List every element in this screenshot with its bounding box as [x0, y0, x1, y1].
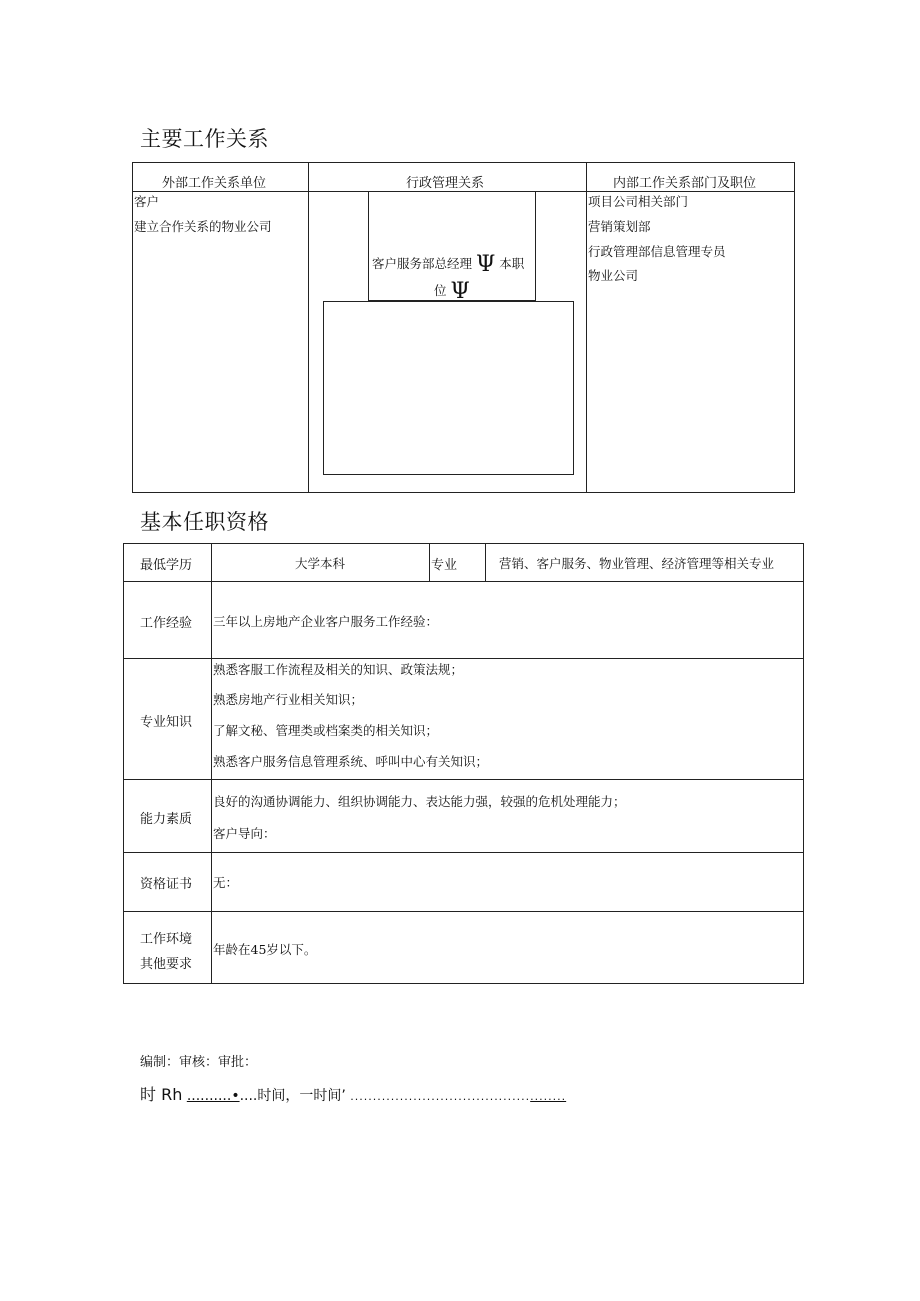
internal-item: 营销策划部 [588, 219, 651, 234]
external-item: 建立合作关系的物业公司 [134, 219, 272, 234]
label-competencies: 能力素质 [140, 812, 193, 827]
external-item: 客户 [134, 194, 160, 209]
knowledge-item: 熟悉房地产行业相关知识； [213, 692, 364, 707]
header-internal-departments: 内部工作关系部门及职位 [613, 176, 757, 191]
footer-date-line: 时 Rh ..........•....时间，一时间’ ................................................ [140, 1085, 567, 1104]
ability-item: 良好的沟通协调能力、组织协调能力、表达能力强，较强的危机处理能力； [213, 794, 626, 809]
label-work-experience: 工作经验 [140, 616, 193, 631]
value-environment: 年龄在45岁以下。 [213, 942, 317, 957]
knowledge-item: 了解文秘、管理类或档案类的相关知识； [213, 723, 439, 738]
org-chart-bottom-box [323, 301, 574, 475]
value-major: 营销、客户服务、物业管理、经济管理等相关专业 [499, 556, 775, 571]
internal-item: 项目公司相关部门 [588, 194, 689, 209]
label-min-education: 最低学历 [140, 558, 193, 573]
knowledge-item: 熟悉客服工作流程及相关的知识、政策法规； [213, 662, 464, 677]
knowledge-item: 熟悉客户服务信息管理系统、呼叫中心有关知识； [213, 754, 489, 769]
label-work-environment: 工作环境 [140, 932, 193, 947]
psi-symbol: Ψ [450, 279, 470, 304]
admin-position-text: 位 Ψ [434, 279, 470, 304]
ability-item: 客户导向： [213, 826, 276, 841]
admin-superior-text: 客户服务部总经理 Ψ 本职 [372, 252, 525, 277]
psi-symbol: Ψ [476, 252, 496, 277]
value-work-experience: 三年以上房地产企业客户服务工作经验： [213, 614, 439, 629]
footer-signoff: 编制：审核：审批： [140, 1055, 258, 1070]
value-certificates: 无： [213, 875, 239, 890]
value-min-education: 大学本科 [295, 556, 346, 571]
internal-item: 行政管理部信息管理专员 [588, 244, 726, 259]
label-other-requirements: 其他要求 [140, 957, 193, 972]
section-title-work-relations: 主要工作关系 [140, 127, 269, 151]
label-professional-knowledge: 专业知识 [140, 715, 193, 730]
header-admin-relations: 行政管理关系 [406, 176, 485, 191]
header-external-units: 外部工作关系单位 [162, 176, 267, 191]
label-certificates: 资格证书 [140, 877, 193, 892]
label-major: 专业 [431, 558, 458, 573]
section-title-qualifications: 基本任职资格 [140, 510, 269, 534]
internal-item: 物业公司 [588, 268, 639, 283]
